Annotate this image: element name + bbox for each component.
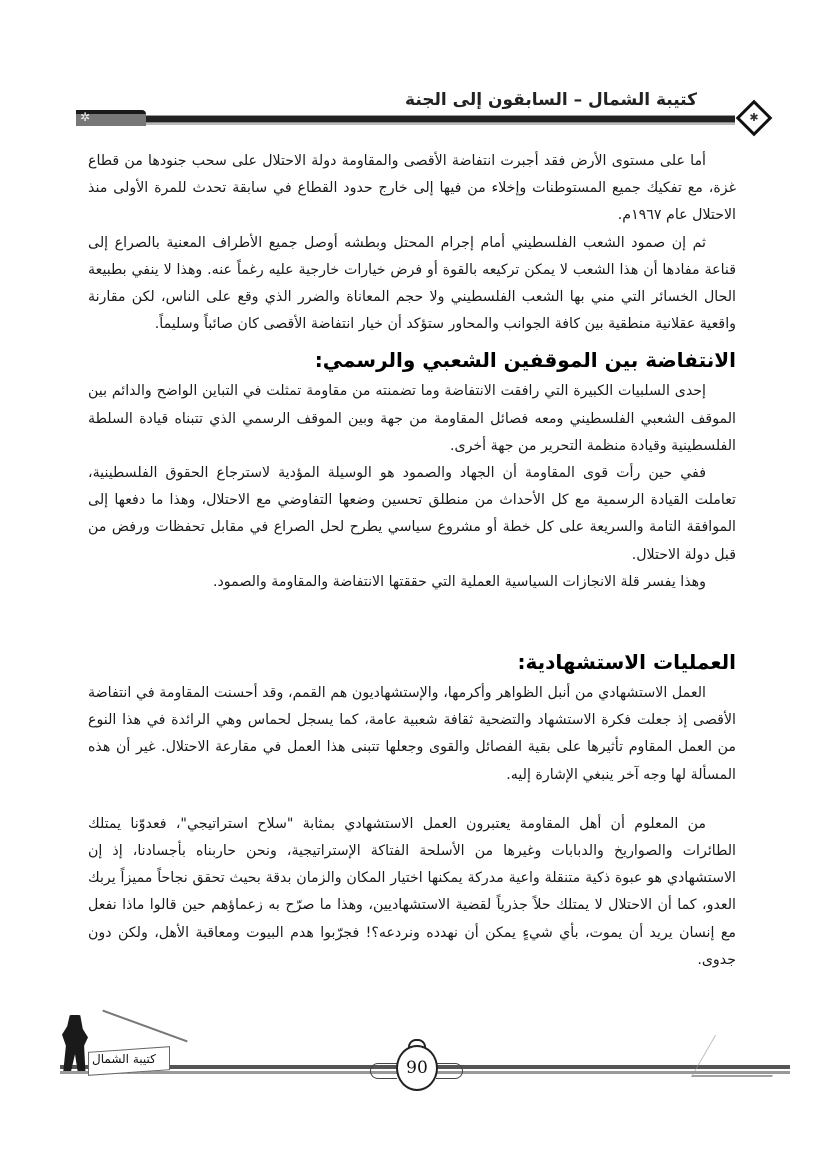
- paragraph-strategic-weapon: من المعلوم أن أهل المقاومة يعتبرون العمل الاستشهادي بمثابة "سلاح استراتيجي"، فعدوّنا يمتلك الطائرات والصواريخ والدبابات وغيرها من الأسلحة الفتاكة الإستراتيجية، ونحن حاربناه بأجسادنا، إذ إن الاستشهادي هو عبوة ذكية متنقلة واعية مدركة يمكنها اختيار المكان والزمان بدقة بحيث تحقق نجاحاً مميزاً يربك العدو، كما أن الاحتلال لا يمتلك حلاً جذرياً لقضية الاستشهاديين، وهذا ما صرّح به زعماؤهم حين قالوا ماذا نفعل مع إنسان يريد أن يموت، بأي شيءٍ يمكن أن نهدده ونردعه؟! فجرّبوا هدم البيوت ومعاقبة الأهل، ولكن دون جدوى.: [88, 815, 736, 968]
- paragraph-martyrdom-intro: العمل الاستشهادي من أنبل الظواهر وأكرمها، والإستشهاديون هم القمم، وقد أحسنت المقاومة في انتفاضة الأقصى إذ جعلت فكرة الاستشهاد والتضحية ثقافة شعبية عامة، كما يسجل لحماس وهي الرائدة في هذا النوع من العمل المقاوم تأثيرها على بقية الفصائل والقوى وجعلها تتبنى هذا العمل في مقارعة الاحتلال. غير أن هذه المسألة لها وجه آخر ينبغي الإشارة إليه.: [88, 685, 736, 783]
- page-footer: [40, 1005, 800, 1085]
- spacer: [88, 789, 736, 811]
- paragraph-divergence: إحدى السلبيات الكبيرة التي رافقت الانتفاضة وما تضمنته من مقاومة تمثلت في التباين الواضح والدائم بين الموقف الشعبي الفلسطيني ومعه فصائل المقاومة من جهة وبين الموقف الرسمي الذي تتبناه قيادة السلطة الفلسطينية وقيادة منظمة التحرير من جهة أخرى.: [88, 383, 736, 454]
- running-title: كتيبة الشمال – السابقون إلى الجنة: [405, 90, 697, 110]
- spacer: [88, 596, 736, 640]
- paragraph-steadfastness: ثم إن صمود الشعب الفلسطيني أمام إجرام المحتل وبطشه أوصل جميع الأطراف المعنية بالصراع إلى قناعة مفادها أن هذا الشعب لا يمكن تركيعه بالقوة أو فرض خيارات خارجية عليه رغماً عنه. وهذا لا ينفي بطبيعة الحال الخسائر التي مني بها الشعب الفلسطيني ولا حجم المعاناة والضرر الذي وقع على الناس، لكن مقارنة واقعية عقلانية منطقية بين كافة الجوانب والمحاور ستؤكد أن خيار انتفاضة الأقصى كان صائباً وسليماً.: [88, 234, 736, 333]
- section-heading-popular-vs-official: الانتفاضة بين الموقفين الشعبي والرسمي:: [314, 348, 736, 373]
- soldier-silhouette-icon: [62, 1015, 88, 1071]
- header-rule-light: [76, 123, 735, 125]
- brand-label: كتيبة الشمال: [92, 1052, 156, 1066]
- section-heading-martyrdom-operations: العمليات الاستشهادية:: [517, 650, 736, 675]
- diamond-star-icon: ✱: [749, 111, 759, 124]
- page-body: [88, 148, 736, 974]
- paragraph-official-stance: ففي حين رأت قوى المقاومة أن الجهاد والصمود هو الوسيلة المؤدية لاسترجاع الحقوق الفلسطينية، تعاملت القيادة الرسمية مع كل الأحداث من منطلق تحسين وضعها التفاوضي مع الاحتلال، وهذا ما دفعها إلى الموافقة التامة والسريعة على كل خطة أو مشروع سياسي يطرح لحل الصراع في مقابل تحفظات ورفض من قبل دولة الاحتلال.: [88, 465, 736, 563]
- page-header: [60, 88, 775, 138]
- paragraph-withdrawal: أما على مستوى الأرض فقد أجبرت انتفاضة الأقصى والمقاومة دولة الاحتلال على سحب جنودها من قطاع غزة، مع تفكيك جميع المستوطنات وإخلاء من فيها إلى خارج حدود القطاع في سابقة تحدث للمرة الأولى منذ الاحتلال عام ١٩٦٧م.: [88, 153, 736, 224]
- arabesque-ornament-icon: ✲: [79, 110, 91, 124]
- olive-branch-icon: [102, 1010, 187, 1043]
- medallion-swirl-right-icon: [436, 1063, 463, 1079]
- medallion-swirl-left-icon: [370, 1063, 397, 1079]
- page-number: 90: [396, 1045, 438, 1091]
- paragraph-achievements: وهذا يفسر قلة الانجازات السياسية العملية التي حققتها الانتفاضة والمقاومة والصمود.: [212, 573, 706, 590]
